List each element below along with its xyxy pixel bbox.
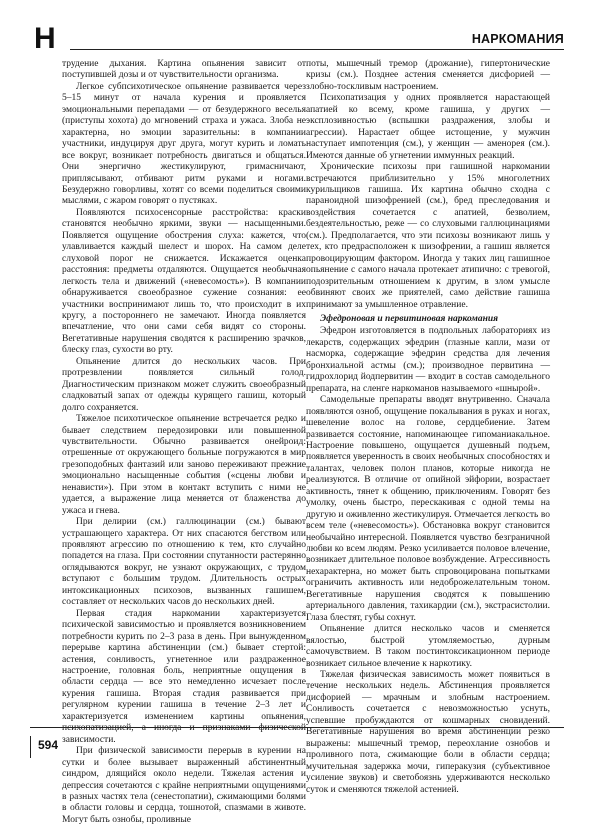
paragraph: Легкое субпсихотическое опьянение развивается через 5–15 минут от начала курения и проявляется эмоциональными перепадами — от безудержного веселья (приступы хохота) до мгновений страха и ужаса. Злоба не характерна, но эмоции заразительны: в компании участники, индуцируя друг друга, могут курить и ломать все вокруг, возникает потребность двигаться и общаться. Они энергично жестикулируют, гримасничают, приплясывают, отбивают ритм руками и ногами. Безудержно говорливы, хотят со всеми поделиться своими мыслями, с жаром говорят о пустяках. <box>62 81 306 207</box>
running-header-title: НАРКОМАНИЯ <box>471 32 564 46</box>
paragraph: Появляются психосенсорные расстройства: краски становятся необычно яркими, звуки — насыщенными. Появляется ощущение обострения слуха: кажется, что улавливается каждый шелест и шорох. На самом деле слуховой порог не снижается. Искажается оценка расстояния: предметы отдаляются. Ощущается необычная легкость тела и движений («невесомость»). В компании обнаруживается своеобразное сужение сознания: ее участники воспринимают лишь то, что происходит в их кругу, а постороннего не замечают. Иногда появляется впечатление, что они сами себя видят со стороны. Вегетативные нарушения сводятся к расширению зрачков, блеску глаз, сухости во рту. <box>62 207 306 356</box>
section-subheading: Эфедроновая и первитиновая наркомания <box>320 313 499 324</box>
footer-rule <box>30 727 564 728</box>
page-number: 594 <box>38 738 59 752</box>
paragraph: Первая стадия наркомании характеризуется психической зависимостью и проявляется возникновением потребности курить по 2–3 раза в день. При вынужденном перерыве картина абстиненции (см.) бывает стертой: астения, сонливость, угнетенное или раздраженное настроение, головная боль, неприятные ощущения в области сердца — все это немедленно исчезает после курения гашиша. Вторая стадия развивается при регулярном курении гашиша в течение 2–3 лет и характеризуется изменением картины опьянения, психопатизацией, а иногда и признаками физической зависимости. <box>62 608 306 745</box>
paragraph: При делирии (см.) галлюцинации (см.) бывают устрашающего характера. От них спасаются бегством или проявляют агрессию по отношению к тем, кто случайно попадется на глаза. При состоянии спутанности растерянно оглядываются вокруг, не узнают окружающих, с трудом вступают с большим трудом. Длительность острых интоксикационных психозов, вызванных гашишем, составляет от нескольких часов до нескольких дней. <box>62 517 306 608</box>
paragraph: Самодельные препараты вводят внутривенно. Сначала появляются озноб, ощущение покалывания в руках и ногах, шевеление волос на голове, сердцебиение. Затем развивается состояние, напоминающее гипоманиакальное. Настроение повышено, ощущается душевный подъем, появляется уверенность в своих необычных способностях и талантах, человек полон планов, которые никогда не реализуются. В отличие от опийной эйфории, возрастает активность, тянет к общению, приключениям. Говорят без умолку, очень быстро, перескакивая с одной темы на другую и оживленно жестикулируя. Отмечается легкость во всем теле («невесомость»). Обстановка вокруг становится необычайно интересной. Появляется чувство безграничной любви ко всем людям. Резко усиливается половое влечение, возникает длительное половое возбуждение. Агрессивность нехарактерна, но может быть спровоцирована попытками ограничить активность или недоброжелательным тоном. Вегетативные нарушения сводятся к повышению артериального давления, тахикардии (см.), экстрасистолии. Глаза блестят, губы сохнут. <box>306 395 550 623</box>
paragraph: Опьянение длится несколько часов и сменяется вялостью, быстрой утомляемостью, дурным самочувствием. В таком постинтоксикационном периоде возникает сильное влечение к наркотику. <box>306 624 550 669</box>
paragraph: поты, мышечный тремор (дрожание), гипертонические кризы (см.). Позднее астения сменяется дисфорией — злобно-тоскливым настроением. <box>306 59 550 92</box>
header-rule <box>70 49 564 50</box>
section-letter: Н <box>34 22 56 55</box>
paragraph: Хронические психозы при гашишной наркомании встречаются приблизительно у 15% многолетних курильщиков гашиша. Их картина обычно сходна с параноидной шизофренией (см.), бред преследования и воздействия сочетается с апатией, безволием, бездеятельностью, реже — со слуховыми галлюцинациями (см.). Предполагается, что эти психозы возникают лишь у тех, кто предрасположен к шизофрении, а гашиш является провоцирующим фактором. Иногда у таких лиц гашишное опьянение с самого начала протекает атипично: с тревогой, подозрительным отношением к другим, в злом умысле обвиняют своих же приятелей, само действие гашиша принимают за умышленное отравление. <box>306 162 550 310</box>
paragraph: Опьянение длится до нескольких часов. При протрезвлении появляется сильный голод. Диагностическим признаком может служить своеобразный сладковатый запах от одежды курящего гашиш, который долго сохраняется. <box>62 356 306 413</box>
left-column <box>62 59 306 826</box>
paragraph: Эфедрон изготовляется в подпольных лабораториях из лекарств, содержащих эфедрин (глазные капли, мази от насморка, содержащие эфедрин средства для лечения бронхиальной астмы (см.); производное первитина — гидрохлорид йодпервитин — входит в состав самодельного препарата, на сленге наркоманов называемого «шнырой». <box>306 326 550 394</box>
paragraph: При физической зависимости перерыв в курении на сутки и более вызывает выраженный абстинентный синдром, длящийся около недели. Тяжелая астения и депрессия сочетаются с крайне неприятными ощущениями в разных частях тела (сенестопатии), сжимающими болями в области головы и сердца, тошнотой, спазмами в животе. Могут быть ознобы, проливные <box>62 746 306 825</box>
paragraph: Тяжелое психотическое опьянение встречается редко и бывает следствием передозировки или повышенной чувствительности. Обычно развивается онейроид: отрешенные от окружающего больные погружаются в мир грезоподобных фантазий или заново переживают прежние эмоционально насыщенные события («сцены любви и ненависти»). При этом в контакт вступить с ними не удается, а выражение лица меняется от блаженства до ужаса и гнева. <box>62 414 306 516</box>
paragraph: Психопатизация у одних проявляется нарастающей апатией ко всему, кроме гашиша, у других — эксплозивностью (вспышки раздражения, злобы и агрессии). Нарастает общее истощение, у мужчин наступает импотенция (см.), у женщин — аменорея (см.). Имеются данные об угнетении иммунных реакций. <box>306 93 550 161</box>
paragraph: трудение дыхания. Картина опьянения зависит от поступившей дозы и от чувствительности организма. <box>62 59 306 81</box>
paragraph: Тяжелая физическая зависимость может появиться в течение нескольких недель. Абстиненция проявляется дисфорией — мрачным и злобным настроением. Сонливость сочетается с невозможностью уснуть, успевшие пробуждаются от кошмарных сновидений. Вегетативные нарушения во время абстиненции резко выражены: мышечный тремор, переохлание ознобов и проливного пота, сжимающие боли в области сердца; мучительная задержка мочи, гиперакузия (субъективное усиление звуков) и светобоязнь удерживаются несколько суток и сменяются тяжелой астенией. <box>306 670 550 795</box>
right-column <box>306 59 550 796</box>
